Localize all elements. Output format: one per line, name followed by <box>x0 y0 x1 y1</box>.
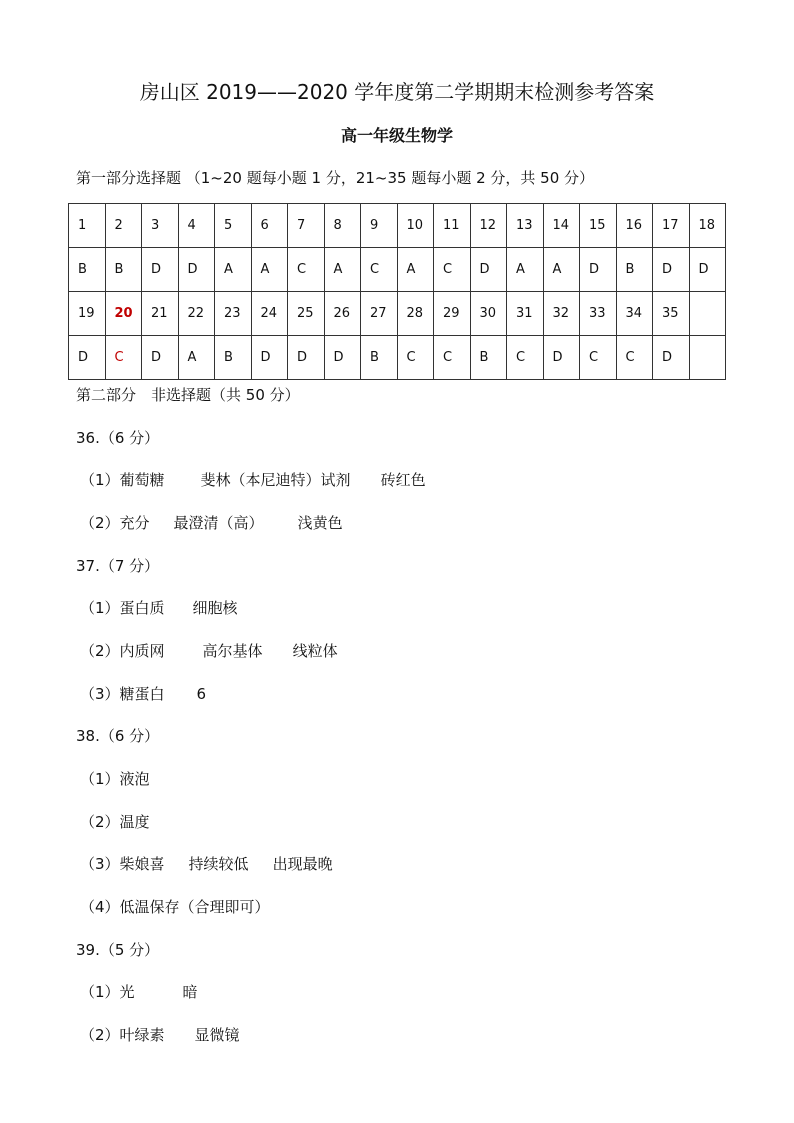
question-number-cell: 14 <box>543 204 580 248</box>
question-37-number: 37.（7 分） <box>76 557 160 575</box>
question-number-cell: 27 <box>361 292 398 336</box>
answer-letter-cell: A <box>397 248 434 292</box>
answer-letter-cell: C <box>361 248 398 292</box>
question-number-cell: 13 <box>507 204 544 248</box>
answer-letter-cell: C <box>105 336 142 380</box>
question-number-cell: 20 <box>105 292 142 336</box>
answer-letter-cell: A <box>178 336 215 380</box>
answer-letter-cell: D <box>142 336 179 380</box>
question-number-cell: 23 <box>215 292 252 336</box>
answer-letter-cell: C <box>507 336 544 380</box>
question-number-cell: 34 <box>616 292 653 336</box>
answer-text: 斐林（本尼迪特）试剂 <box>200 471 351 489</box>
answer-text: （3）柴娘喜 <box>80 855 165 873</box>
question-number-cell: 31 <box>507 292 544 336</box>
answer-text: （1）液泡 <box>80 770 150 788</box>
question-number-cell: 15 <box>580 204 617 248</box>
answer-table <box>68 203 726 380</box>
question-number-cell: 1 <box>69 204 106 248</box>
document-subtitle: 高一年级生物学 <box>340 126 453 145</box>
question-number-cell <box>689 292 726 336</box>
answer-letter-cell: D <box>653 248 690 292</box>
answer-letter-cell: A <box>251 248 288 292</box>
part2-heading: 第二部分 非选择题（共 50 分） <box>76 386 300 404</box>
answer-letter-row <box>69 336 726 380</box>
question-number-cell: 10 <box>397 204 434 248</box>
question-38-answer-3 <box>80 853 333 875</box>
answer-text: 线粒体 <box>292 642 338 660</box>
answer-letter-cell: B <box>470 336 507 380</box>
question-38-answer-4 <box>80 896 270 918</box>
document-title: 房山区 2019——2020 学年度第二学期期末检测参考答案 <box>139 80 655 104</box>
answer-text: 出现最晚 <box>272 855 333 873</box>
answer-letter-cell: A <box>543 248 580 292</box>
question-number-cell: 9 <box>361 204 398 248</box>
answer-letter-cell: D <box>178 248 215 292</box>
answer-letter-cell: C <box>288 248 325 292</box>
question-36-answer-2 <box>80 512 343 534</box>
answer-letter-cell: D <box>580 248 617 292</box>
answer-letter-cell: B <box>616 248 653 292</box>
answer-text: 显微镜 <box>194 1026 240 1044</box>
question-number-cell: 17 <box>653 204 690 248</box>
answer-letter-cell <box>689 336 726 380</box>
question-number-cell: 29 <box>434 292 471 336</box>
answer-letter-cell: D <box>689 248 726 292</box>
answer-letter-cell: C <box>616 336 653 380</box>
answer-text: （2）充分 <box>80 514 150 532</box>
part1-heading: 第一部分选择题 （1~20 题每小题 1 分，21~35 题每小题 2 分，共 50 分） <box>76 169 595 187</box>
question-number-row <box>69 292 726 336</box>
question-number-cell: 11 <box>434 204 471 248</box>
answer-letter-cell: D <box>142 248 179 292</box>
question-38-answer-1 <box>80 768 150 790</box>
answer-letter-cell: C <box>434 248 471 292</box>
answer-letter-cell: A <box>215 248 252 292</box>
answer-text: （2）叶绿素 <box>80 1026 165 1044</box>
question-number-cell: 2 <box>105 204 142 248</box>
answer-letter-cell: D <box>543 336 580 380</box>
answer-text: 浅黄色 <box>297 514 343 532</box>
question-number-cell: 26 <box>324 292 361 336</box>
question-number-row <box>69 204 726 248</box>
question-number-cell: 22 <box>178 292 215 336</box>
question-number-cell: 24 <box>251 292 288 336</box>
question-38-number: 38.（6 分） <box>76 727 160 745</box>
answer-text: （1）葡萄糖 <box>80 471 165 489</box>
question-38-answer-2 <box>80 811 150 833</box>
answer-letter-cell: A <box>507 248 544 292</box>
answer-letter-cell: C <box>397 336 434 380</box>
answer-text: （1）光 <box>80 983 135 1001</box>
question-number-cell: 4 <box>178 204 215 248</box>
question-37-answer-3 <box>80 683 206 705</box>
question-number-cell: 8 <box>324 204 361 248</box>
answer-letter-cell: D <box>288 336 325 380</box>
answer-text: 高尔基体 <box>202 642 263 660</box>
answer-letter-cell: D <box>653 336 690 380</box>
answer-letter-cell: C <box>580 336 617 380</box>
question-39-number: 39.（5 分） <box>76 941 160 959</box>
answer-text: 最澄清（高） <box>173 514 264 532</box>
answer-letter-cell: B <box>105 248 142 292</box>
answer-text: 砖红色 <box>380 471 426 489</box>
answer-text: （3）糖蛋白 <box>80 685 165 703</box>
question-number-cell: 5 <box>215 204 252 248</box>
answer-letter-cell: A <box>324 248 361 292</box>
question-37-answer-2 <box>80 640 338 662</box>
answer-text: （2）内质网 <box>80 642 165 660</box>
question-number-cell: 3 <box>142 204 179 248</box>
answer-letter-cell: B <box>215 336 252 380</box>
question-number-cell: 19 <box>69 292 106 336</box>
answer-text: （4）低温保存（合理即可） <box>80 898 270 916</box>
answer-letter-cell: B <box>361 336 398 380</box>
answer-letter-cell: B <box>69 248 106 292</box>
question-36-number: 36.（6 分） <box>76 429 160 447</box>
answer-text: 暗 <box>182 983 198 1001</box>
question-39-answer-2 <box>80 1024 240 1046</box>
question-number-cell: 12 <box>470 204 507 248</box>
question-number-cell: 16 <box>616 204 653 248</box>
question-number-cell: 30 <box>470 292 507 336</box>
answer-text: 细胞核 <box>192 599 238 617</box>
question-number-cell: 28 <box>397 292 434 336</box>
answer-letter-row <box>69 248 726 292</box>
question-number-cell: 25 <box>288 292 325 336</box>
answer-letter-cell: D <box>251 336 288 380</box>
question-number-cell: 33 <box>580 292 617 336</box>
question-number-cell: 6 <box>251 204 288 248</box>
question-number-cell: 35 <box>653 292 690 336</box>
question-37-answer-1 <box>80 597 238 619</box>
question-number-cell: 32 <box>543 292 580 336</box>
answer-letter-cell: D <box>69 336 106 380</box>
question-39-answer-1 <box>80 981 198 1003</box>
answer-text: （1）蛋白质 <box>80 599 165 617</box>
answer-letter-cell: C <box>434 336 471 380</box>
answer-text: 6 <box>196 685 207 703</box>
answer-letter-cell: D <box>470 248 507 292</box>
question-36-answer-1 <box>80 469 426 491</box>
question-number-cell: 18 <box>689 204 726 248</box>
answer-text: 持续较低 <box>188 855 249 873</box>
answer-letter-cell: D <box>324 336 361 380</box>
question-number-cell: 21 <box>142 292 179 336</box>
answer-text: （2）温度 <box>80 813 150 831</box>
question-number-cell: 7 <box>288 204 325 248</box>
